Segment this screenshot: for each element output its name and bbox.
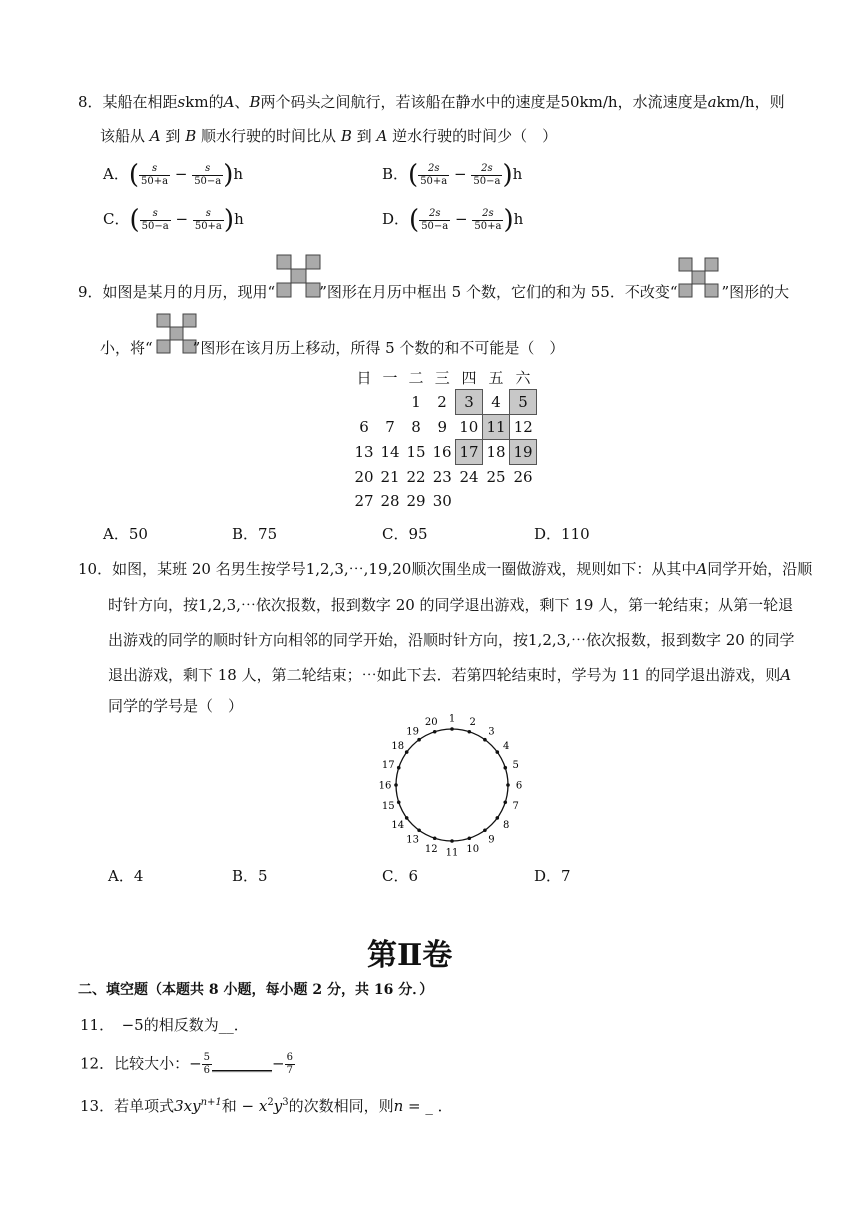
calendar-header-cell: 一 bbox=[382, 368, 398, 387]
q8-option-b[interactable]: B．( $\frac{2s}{50+a}$ − $\frac{2s}{50-a}$ )h bbox=[382, 160, 523, 190]
q8-line2: 该船从 A 到 B 顺水行驶的时间比从 B 到 A 逆水行驶的时间少（ ） bbox=[100, 127, 558, 145]
q10-line2: 时针方向，按1,2,3,⋯依次报数，报到数字 20 的同学退出游戏，剩下 19 人，第一轮结束；从第一轮退 bbox=[108, 596, 794, 614]
calendar-cell: 16 bbox=[432, 443, 452, 461]
seat-dot bbox=[450, 727, 454, 731]
calendar-cell: 14 bbox=[380, 443, 400, 461]
q8-line1: 8．某船在相距skm的A、B两个码头之间航行，若该船在静水中的速度是50km/h，水流速度是akm/h，则 bbox=[78, 93, 785, 111]
q10-option-c[interactable]: C．6 bbox=[382, 867, 419, 885]
calendar-cell: 22 bbox=[406, 467, 426, 486]
calendar-row bbox=[351, 489, 537, 513]
seat-dot bbox=[405, 816, 409, 820]
calendar-header-cell: 五 bbox=[488, 368, 504, 387]
calendar-cell: 27 bbox=[354, 492, 374, 510]
calendar-cell: 21 bbox=[380, 467, 400, 486]
q9-line2: 小，将“ ”图形在该月历上移动，所得 5 个数的和不可能是（ ） bbox=[100, 339, 565, 357]
seat-dot bbox=[450, 839, 454, 843]
calendar-cell bbox=[510, 489, 537, 513]
seat-number-label: 9 bbox=[488, 834, 495, 846]
calendar-cell: 4 bbox=[491, 392, 501, 411]
seat-number-label: 5 bbox=[512, 759, 519, 771]
q8-option-a[interactable]: A．( $\frac{s}{50+a}$ − $\frac{s}{50-a}$ )h bbox=[103, 160, 244, 190]
calendar-cell bbox=[351, 390, 377, 415]
seat-number-label: 14 bbox=[391, 819, 405, 831]
q10-line5: 同学的学号是（ ） bbox=[108, 697, 244, 715]
seat-number-label: 7 bbox=[512, 801, 519, 813]
seat-number-label: 17 bbox=[381, 759, 395, 771]
calendar-cell-highlighted: 3 bbox=[456, 390, 483, 415]
calendar-cell bbox=[377, 390, 403, 415]
seat-number-label: 10 bbox=[466, 844, 480, 856]
calendar-cell bbox=[483, 489, 510, 513]
calendar-cell: 15 bbox=[406, 443, 426, 461]
q9-line1: 9．如图是某月的月历，现用“ ”图形在月历中框出 5 个数，它们的和为 55．不改变“ ”图形的大 bbox=[78, 283, 790, 301]
seat-number-label: 4 bbox=[503, 741, 510, 753]
calendar-cell-highlighted: 11 bbox=[483, 415, 510, 440]
calendar-header-cell: 六 bbox=[515, 368, 531, 387]
calendar-cell-highlighted: 17 bbox=[456, 440, 483, 465]
seat-number-label: 15 bbox=[381, 801, 395, 813]
seating-circle bbox=[396, 729, 508, 841]
seat-number-label: 13 bbox=[406, 834, 419, 846]
calendar-cell: 20 bbox=[354, 467, 374, 486]
calendar-cell: 28 bbox=[380, 492, 400, 510]
calendar-cell bbox=[456, 489, 483, 513]
seat-dot bbox=[397, 766, 401, 770]
calendar-cell-highlighted: 19 bbox=[510, 440, 537, 465]
q10-option-a[interactable]: A．4 bbox=[108, 867, 144, 885]
seat-dot bbox=[496, 816, 500, 820]
calendar-cell: 30 bbox=[432, 492, 452, 510]
calendar-cell: 29 bbox=[406, 492, 426, 510]
calendar-header-cell: 日 bbox=[356, 368, 372, 387]
seat-number-label: 1 bbox=[448, 713, 456, 725]
calendar-header-cell: 二 bbox=[408, 368, 424, 387]
calendar-row bbox=[351, 390, 537, 415]
seat-dot bbox=[405, 750, 409, 754]
q9-option-d[interactable]: D．110 bbox=[534, 525, 590, 543]
seat-number-label: 3 bbox=[488, 726, 495, 738]
seating-circle-diagram bbox=[378, 713, 526, 859]
section-title: 第Ⅱ卷 bbox=[367, 938, 453, 973]
q11-text: 11． −5的相反数为__． bbox=[80, 1016, 249, 1034]
calendar-row bbox=[351, 415, 537, 440]
seat-number-label: 11 bbox=[445, 847, 459, 859]
calendar-cell: 8 bbox=[411, 418, 421, 436]
seat-dot bbox=[468, 730, 472, 734]
q9-option-a[interactable]: A．50 bbox=[103, 525, 148, 543]
seat-dot bbox=[417, 738, 421, 742]
seat-dot bbox=[468, 836, 472, 840]
seat-number-label: 2 bbox=[469, 716, 476, 728]
calendar-row bbox=[351, 465, 537, 490]
seat-dot bbox=[397, 801, 401, 805]
seat-number-label: 12 bbox=[424, 844, 438, 856]
month-calendar bbox=[351, 365, 537, 513]
calendar-cell: 7 bbox=[385, 418, 395, 436]
calendar-cell: 12 bbox=[513, 418, 533, 436]
q10-option-d[interactable]: D．7 bbox=[534, 867, 571, 885]
calendar-cell: 25 bbox=[486, 467, 506, 486]
q8-option-c[interactable]: C．( $\frac{s}{50-a}$ − $\frac{s}{50+a}$ )h bbox=[103, 205, 244, 235]
q9-option-c[interactable]: C．95 bbox=[382, 525, 428, 543]
calendar-cell: 26 bbox=[513, 468, 533, 486]
seat-dot bbox=[503, 766, 507, 770]
seat-number-label: 6 bbox=[515, 780, 523, 792]
seat-number-label: 20 bbox=[424, 716, 438, 728]
seat-number-label: 8 bbox=[503, 819, 510, 831]
q9-option-b[interactable]: B．75 bbox=[232, 525, 278, 543]
seat-dot bbox=[433, 730, 437, 734]
calendar-cell: 2 bbox=[437, 393, 447, 411]
q10-line3: 出游戏的同学的顺时针方向相邻的同学开始，沿顺时针方向，按1,2,3,⋯依次报数，报到数字 20 的同学 bbox=[108, 631, 795, 649]
q12-text: 12．比较大小：− $\frac{5}{6}$ ________− $\frac{6}{7}$ bbox=[80, 1052, 293, 1076]
seat-dot bbox=[433, 836, 437, 840]
calendar-cell: 1 bbox=[411, 393, 421, 411]
calendar-cell-highlighted: 5 bbox=[510, 390, 537, 415]
seat-dot bbox=[496, 750, 500, 754]
calendar-header-cell: 三 bbox=[434, 368, 450, 387]
calendar-cell: 23 bbox=[432, 467, 452, 486]
calendar-cell: 9 bbox=[437, 418, 448, 436]
calendar-row bbox=[351, 440, 537, 465]
seat-dot bbox=[483, 829, 487, 833]
seat-dot bbox=[483, 738, 487, 742]
calendar-cell: 18 bbox=[486, 443, 506, 462]
section-heading: 二、填空题（本题共 8 小题，每小题 2 分，共 16 分．） bbox=[78, 982, 434, 998]
seat-number-label: 16 bbox=[378, 780, 392, 792]
q10-line4: 退出游戏，剩下 18 人，第二轮结束；⋯如此下去．若第四轮结束时，学号为 11 的同学退出游戏，则A bbox=[108, 666, 792, 684]
seat-dot bbox=[503, 801, 507, 805]
seat-dot bbox=[506, 783, 510, 787]
q13-text: 13．若单项式$3xy^{n+1}$和 − $x^2y^3$的次数相同，则n = _ ． bbox=[80, 1097, 453, 1115]
calendar-cell: 10 bbox=[459, 418, 479, 436]
q8-option-d[interactable]: D．( $\frac{2s}{50-a}$ − $\frac{2s}{50+a}$ )h bbox=[382, 205, 524, 235]
cross-shape-icon bbox=[678, 257, 720, 297]
calendar-cell: 13 bbox=[354, 443, 374, 461]
seat-number-label: 19 bbox=[406, 726, 419, 738]
seat-dot bbox=[394, 783, 398, 787]
seat-dot bbox=[417, 829, 421, 833]
calendar-cell: 24 bbox=[459, 468, 479, 486]
q10-option-b[interactable]: B．5 bbox=[232, 867, 268, 885]
calendar-header-cell: 四 bbox=[461, 368, 477, 387]
calendar-cell: 6 bbox=[359, 418, 369, 436]
q10-line1: 10．如图，某班 20 名男生按学号1,2,3,⋯,19,20顺次围坐成一圈做游戏，规则如下：从其中A同学开始，沿顺 bbox=[78, 560, 813, 578]
seat-number-label: 18 bbox=[391, 741, 405, 753]
calendar-header bbox=[351, 365, 537, 390]
